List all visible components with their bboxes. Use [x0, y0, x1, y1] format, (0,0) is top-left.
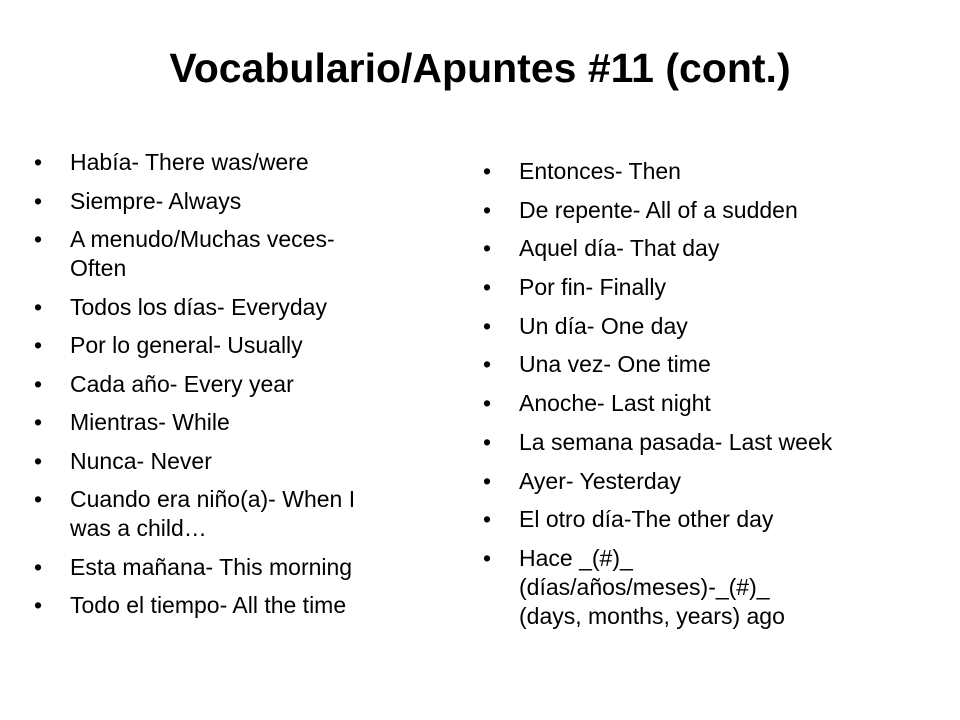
list-item	[34, 370, 454, 399]
list-item-text: • Anoche- Last night	[519, 390, 711, 417]
list-item-text: • Cuando era niño(a)- When I was a child…	[70, 486, 356, 541]
list-item-text: • Entonces- Then	[519, 158, 681, 184]
list-item	[34, 591, 454, 620]
list-item	[483, 234, 923, 263]
list-item	[34, 485, 454, 543]
list-item	[34, 408, 454, 437]
list-item-text: • Nunca- Never	[70, 447, 212, 474]
list-item-text: • La semana pasada- Last week	[519, 428, 833, 455]
list-item	[483, 157, 923, 186]
list-item	[34, 293, 454, 322]
list-item-text: • Una vez- One time	[519, 351, 711, 378]
list-item	[34, 225, 454, 283]
list-item	[483, 273, 923, 302]
list-item	[483, 544, 923, 631]
list-item	[483, 389, 923, 418]
right-vocab-list	[483, 157, 923, 641]
list-item	[483, 428, 923, 457]
list-item	[34, 447, 454, 476]
list-item	[34, 553, 454, 582]
list-item-text: • De repente- All of a sudden	[519, 196, 798, 223]
list-item-text: • El otro día-The other day	[519, 506, 774, 533]
list-item	[483, 312, 923, 341]
list-item-text: • Mientras- While	[70, 409, 230, 435]
list-item-text: • Por fin- Finally	[519, 274, 666, 301]
list-item	[34, 148, 454, 177]
list-item-text: • Cada año- Every year	[70, 370, 294, 397]
list-item	[483, 350, 923, 379]
list-item-text: • Un día- One day	[519, 312, 688, 339]
list-item	[483, 505, 923, 534]
list-item-text: • A menudo/Muchas veces- Often	[70, 226, 335, 281]
left-vocab-list	[34, 148, 454, 630]
list-item	[34, 331, 454, 360]
list-item-text: • Por lo general- Usually	[70, 332, 303, 358]
list-item	[483, 467, 923, 496]
list-item-text: • Esta mañana- This morning	[70, 553, 353, 580]
list-item-text: • Había- There was/were	[70, 149, 309, 175]
list-item-text: • Ayer- Yesterday	[519, 467, 681, 494]
list-item-text: • Todos los días- Everyday	[70, 293, 327, 320]
list-item-text: • Aquel día- That day	[519, 235, 720, 262]
list-item-text: • Siempre- Always	[70, 187, 242, 214]
list-item	[34, 187, 454, 216]
list-item-text: • Todo el tiempo- All the time	[70, 592, 347, 618]
slide-title: Vocabulario/Apuntes #11 (cont.)	[169, 45, 791, 91]
list-item	[483, 196, 923, 225]
list-item-text: • Hace _(#)_ (días/años/meses)-_(#)_ (days, months, years) ago	[519, 544, 785, 629]
